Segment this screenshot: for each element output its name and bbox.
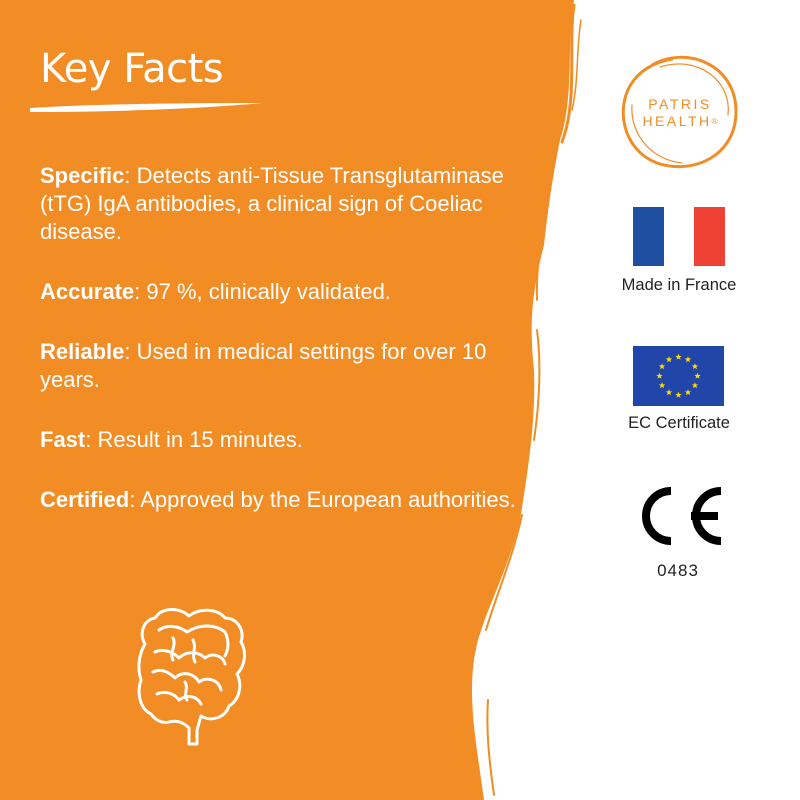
eu-flag-icon: [633, 346, 724, 406]
made-in-france-label: Made in France: [621, 276, 737, 294]
brand-logo: [625, 96, 735, 130]
fact-text: : Result in 15 minutes.: [85, 427, 303, 452]
fact-item: [40, 162, 520, 246]
registered-mark: ®: [711, 117, 718, 126]
fact-label: Reliable: [40, 339, 125, 364]
intestine-icon: [133, 596, 248, 754]
facts-list: [40, 162, 520, 546]
ec-certificate-label: EC Certificate: [628, 414, 730, 432]
fact-text: : Detects anti-Tissue Transglutaminase (tTG) IgA antibodies, a clinical sign of Coeliac disease.: [40, 163, 504, 244]
brand-line-2: HEALTH: [642, 113, 712, 129]
fact-text: : Used in medical settings for over 10 years.: [40, 339, 487, 392]
fact-text: : 97 %, clinically validated.: [134, 279, 391, 304]
fact-item: [40, 486, 520, 514]
fact-text: : Approved by the European authorities.: [129, 487, 516, 512]
fact-item: [40, 338, 520, 394]
brand-line-1: PATRIS: [648, 96, 712, 112]
fact-label: Certified: [40, 487, 130, 512]
fact-label: Accurate: [40, 279, 135, 304]
fact-label: Specific: [40, 163, 125, 188]
french-flag-icon: [633, 207, 725, 266]
page-title: Key Facts: [40, 46, 224, 92]
fact-label: Fast: [40, 427, 86, 452]
ce-number: 0483: [657, 561, 699, 580]
fact-item: [40, 426, 520, 454]
ce-mark-icon: [633, 487, 725, 545]
fact-item: [40, 278, 520, 306]
